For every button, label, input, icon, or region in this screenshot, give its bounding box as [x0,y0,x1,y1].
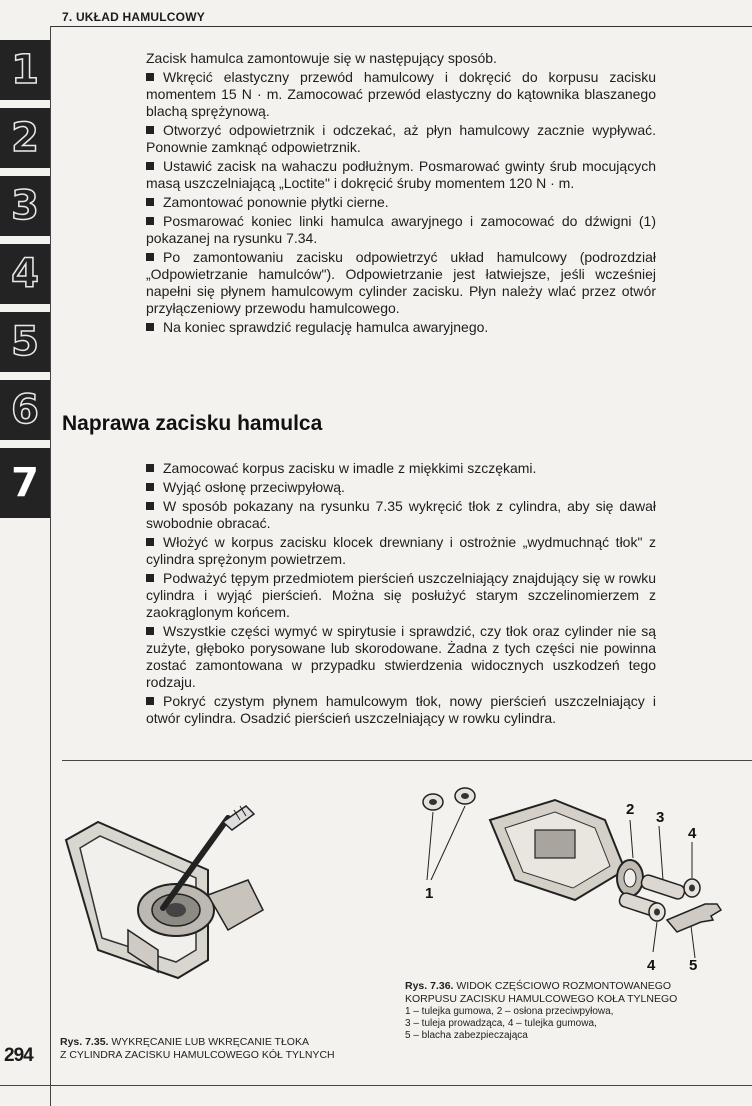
callout-1: 1 [425,885,434,902]
section-heading: Naprawa zacisku hamulca [62,412,323,435]
bullet-icon [146,73,154,81]
mounting-step: Na koniec sprawdzić regulację hamulca awaryjnego. [146,319,656,336]
bullet-icon [146,464,154,472]
figure-7-35-illustration [58,800,288,980]
bullet-icon [146,217,154,225]
figure-7-36-illustration [405,780,735,975]
mounting-step: Otworzyć odpowietrznik i odczekać, aż płyn hamulcowy zacznie wypływać. Ponownie zamknąć odpowietrznik. [146,122,656,155]
chapter-tab-3[interactable]: 3 [0,176,50,236]
bullet-icon [146,483,154,491]
repair-step: Wyjąć osłonę przeciwpyłową. [146,479,656,496]
repair-step: Włożyć w korpus zacisku klocek drewniany i ostrożnie „wydmuchnąć tłok" z cylindra sprężonym powietrzem. [146,534,656,567]
bullet-icon [146,198,154,206]
callout-5: 5 [689,957,698,974]
figure-7-36-legend: 5 – blacha zabezpieczająca [405,1030,528,1041]
chapter-tab-2[interactable]: 2 [0,108,50,168]
callout-4: 4 [688,825,697,842]
bullet-icon [146,323,154,331]
footer-rule [0,1085,752,1086]
chapter-tab-7-active[interactable]: 7 [0,448,50,518]
bullet-icon [146,502,154,510]
figure-7-36-number: Rys. 7.36. [405,980,454,992]
mounting-step: Po zamontowaniu zacisku odpowietrzyć układ hamulcowy (podrozdział „Odpowietrzanie hamulców"). Odpowietrzanie jest łatwiejsze, jeśli wcześniej napełni się płynem hamulcowym cylinder zacisku. Płyn należy wlać przez otwór przyłączeniowy przewodu hamulcowego. [146,249,656,316]
mounting-intro: Zacisk hamulca zamontowuje się w następujący sposób. [146,50,497,66]
bullet-icon [146,627,154,635]
figure-separator [62,760,752,761]
repair-step: Pokryć czystym płynem hamulcowym tłok, nowy pierścień uszczelniający i otwór cylindra. Osadzić pierścień uszczelniający w rowku cylindra. [146,693,656,726]
figure-7-36-legend: 3 – tuleja prowadząca, 4 – tulejka gumowa, [405,1018,597,1029]
callout-4-lower: 4 [647,957,656,974]
margin-rule [50,26,51,1106]
callout-2: 2 [626,801,635,818]
repair-step: Zamocować korpus zacisku w imadle z miękkimi szczękami. [146,460,656,477]
repair-step: Podważyć tępym przedmiotem pierścień uszczelniający znajdujący się w rowku cylindra i wyjąć pierścień. Można się posłużyć starym szczelinomierzem z zaokrąglonym końcem. [146,570,656,620]
callout-3: 3 [656,809,665,826]
repair-section [146,460,656,729]
mounting-step: Wkręcić elastyczny przewód hamulcowy i dokręcić do korpusu zacisku momentem 15 N · m. Zamocować przewód elastyczny do kątownika blaszanego blachą sprężynową. [146,69,656,119]
repair-step: Wszystkie części wymyć w spirytusie i sprawdzić, czy tłok oraz cylinder nie są zużyte, głęboko porysowane lub skorodowane. Żadna z tych części nie powinna zostać zamontowana w przypadku stwierdzenia widocznych uszkodzeń tego rodzaju. [146,623,656,690]
rubber-bush-icon [423,788,475,810]
chapter-tab-4[interactable]: 4 [0,244,50,304]
bullet-icon [146,126,154,134]
chapter-tab-6[interactable]: 6 [0,380,50,440]
bullet-icon [146,162,154,170]
bullet-icon [146,538,154,546]
figure-7-35-number: Rys. 7.35. [60,1036,109,1048]
figure-7-36-caption: Rys. 7.36. WIDOK CZĘŚCIOWO ROZMONTOWANEGO KORPUSU ZACISKU HAMULCOWEGO KOŁA TYLNEGO 1 – tulejka gumowa, 2 – osłona przeciwpyłowa, 3 – tuleja prowadząca, 4 – tulejka gumowa, 5 – blacha zabezpieczająca [405,980,740,1042]
chapter-tab-5[interactable]: 5 [0,312,50,372]
header-rule [50,26,752,27]
figure-7-36-legend: 1 – tulejka gumowa, 2 – osłona przeciwpyłowa, [405,1006,614,1017]
mounting-step: Posmarować koniec linki hamulca awaryjnego i zamocować do dźwigni (1) pokazanej na rysunku 7.34. [146,213,656,246]
bullet-icon [146,574,154,582]
bullet-icon [146,253,154,261]
chapter-header: 7. UKŁAD HAMULCOWY [62,10,205,24]
mounting-step: Ustawić zacisk na wahaczu podłużnym. Posmarować gwinty śrub mocujących masą uszczelniającą „Loctite" i dokręcić śruby momentem 120 N · m. [146,158,656,191]
mounting-section [146,50,656,338]
figure-7-35-caption: Rys. 7.35. WYKRĘCANIE LUB WKRĘCANIE TŁOKA Z CYLINDRA ZACISKU HAMULCOWEGO KÓŁ TYLNYCH [60,1036,335,1061]
page-number: 294 [4,1045,33,1066]
mounting-step: Zamontować ponownie płytki cierne. [146,194,656,211]
bullet-icon [146,697,154,705]
repair-step: W sposób pokazany na rysunku 7.35 wykręcić tłok z cylindra, aby się dawał swobodnie obracać. [146,498,656,531]
chapter-tab-1[interactable]: 1 [0,40,50,100]
